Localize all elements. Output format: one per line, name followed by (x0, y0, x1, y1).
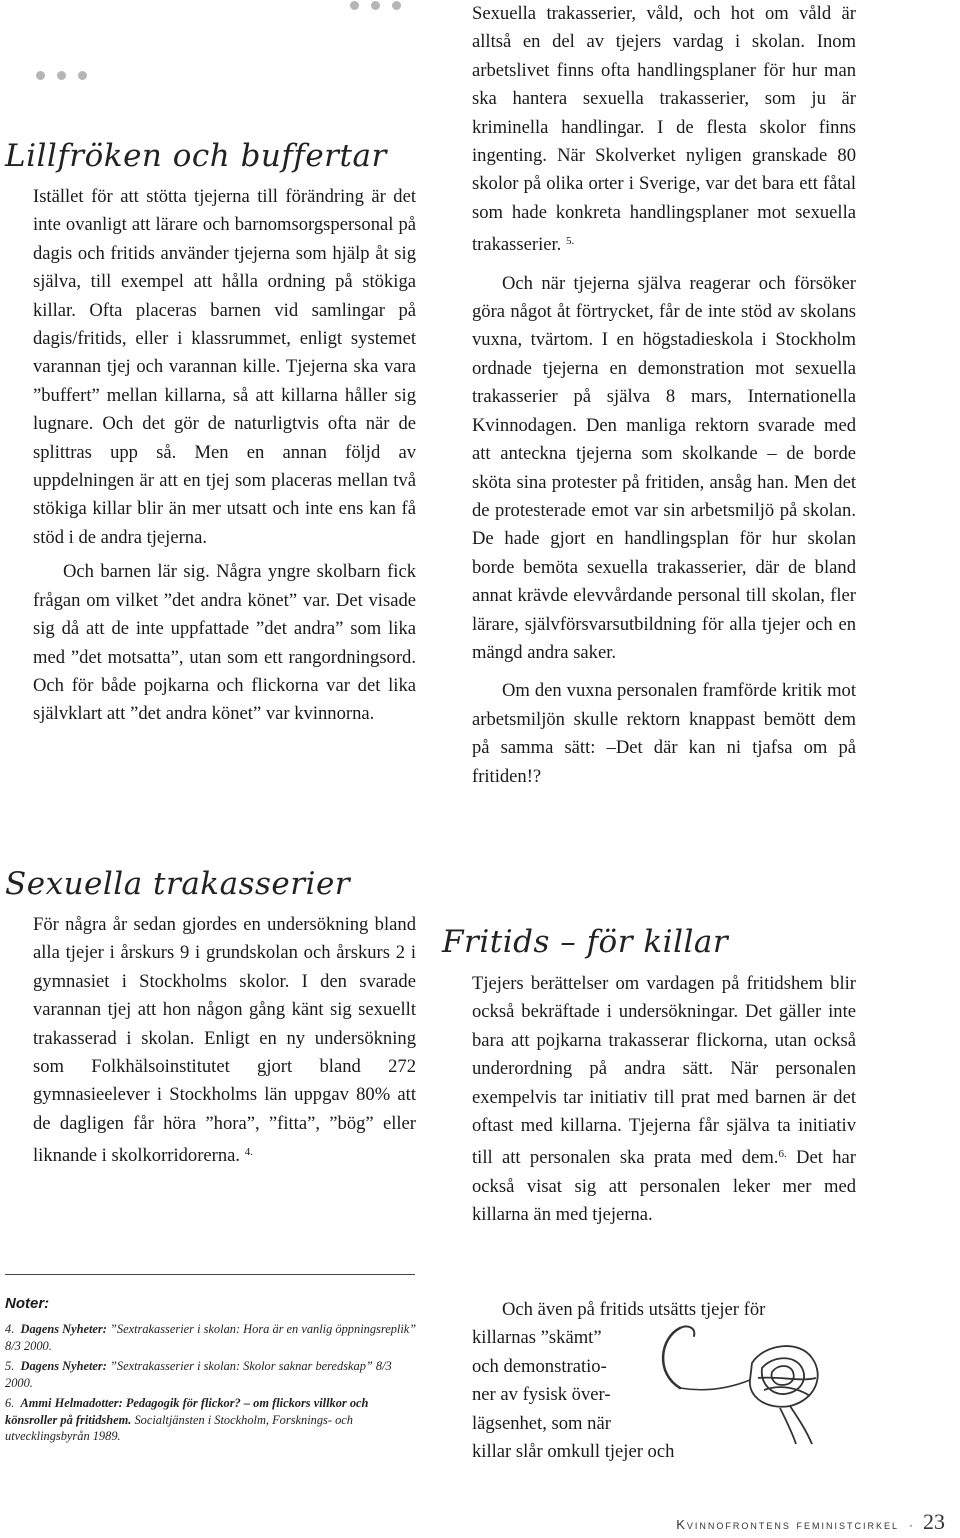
wrap-line: Och även på fritids utsätts tjejer för (502, 1299, 766, 1320)
note-text: ”Sextrakasserier i skolan: Hora är en vanlig öppningsreplik” 8/3 2000. (5, 1322, 417, 1353)
slingshot-illustration (640, 1318, 840, 1448)
paragraph: Och när tjejerna själva reagerar och försöker göra något åt förtrycket, får de inte stöd av skolans vuxna, tvärtom. I en högstadieskola i Stockholm ordnade tjejerna en demonstration mot sexuella trakasserier på själva 8 mars, Internationella Kvinnodagen. Den manliga rektorn svarade med att anteckna tjejerna som skolkande – de borde sköta sina protester på fritiden, ansåg han. Men det de protesterade emot var sin arbetsmiljö på skolan. De hade gjort en handlingsplan för hur skolan borde bemöta sexuella trakasserier, där de bland annat krävde elevvårdande personal till skolan, fler lärare, självförsvarsutbildning för alla tjejer och en mängd andra saker. (472, 272, 856, 663)
footer-separator: · (909, 1518, 913, 1532)
paragraph-text: Sexuella trakasserier, våld, och hot om våld är alltså en del av tjejers vardag i skolan. Inom arbetslivet finns ofta handlingsplaner för hur man ska hantera sexuella trakasserier, som ju är kriminella handlingar. I de flesta skolor finns ingenting. När Skolverket nyligen granskade 80 skolor på olika orter i Sverige, var det bara ett fåtal som hade konkreta handlingsplaner mot sexuella trakasserier. (472, 3, 856, 256)
wrap-line: lägsenhet, som när (472, 1412, 611, 1434)
footnote-ref: 5. (565, 235, 575, 248)
notes-list (5, 1321, 417, 1449)
wrap-line: ner av fysisk över- (472, 1384, 611, 1406)
paragraph (472, 0, 856, 260)
right-column-body (472, 0, 856, 791)
note-number: 5. (5, 1359, 15, 1373)
decorative-dots-left (36, 71, 87, 80)
paragraph-text: För några år sedan gjordes en undersökning bland alla tjejer i årskurs 9 i grundskolan och årskurs 2 i gymnasiet i Stockholms skolor. I den svarade varannan tjej att hon någon gång känt sig sexuellt trakasserad i skolan. Enligt en ny undersökning som Folkhälsoinstitutet gjort bland 272 gymnasieelever i Stockholms län uppgav 80% att de dagligen får höra ”hora”, ”fitta”, ”bög” eller liknande i skolkorridorerna. (33, 914, 416, 1167)
paragraph (472, 970, 856, 1230)
decorative-dots-top (350, 1, 401, 10)
heading-sexuella-trakasserier: Sexuella trakasserier (5, 866, 351, 902)
note-text: Socialtjänsten i Stockholm, Forsknings- och utvecklingsbyrån 1989. (5, 1412, 353, 1443)
paragraph-text: Tjejers berättelser om vardagen på fritidshem blir också bekräftade i undersökningar. Det gäller inte bara att pojkarna trakasserar flickorna, utan också underordning på andra sätt. När personalen exempelvis tar initiativ till prat med barnen är det oftast med killarna. Tjejerna får själva ta initiativ till att personalen ska prata med dem. (472, 973, 856, 1169)
note-4 (5, 1321, 417, 1354)
heading-fritids-for-killar: Fritids – för killar (442, 924, 729, 960)
note-number: 6. (5, 1396, 15, 1410)
paragraph (33, 911, 416, 1171)
wrap-line: och demonstratio- (472, 1355, 607, 1377)
notes-title: Noter: (5, 1295, 50, 1312)
footnote-ref: 4. (244, 1146, 253, 1159)
wrap-line: killarnas ”skämt” (472, 1327, 602, 1349)
heading-lillfroken: Lillfröken och buffertar (5, 138, 387, 174)
paragraph-text: Det har också visat sig att personalen leker mer med killarna än med tjejerna. (472, 1147, 856, 1226)
note-5 (5, 1358, 417, 1391)
footer-brand: Kvinnofrontens feministcirkel (676, 1517, 899, 1532)
paragraph: Och barnen lär sig. Några yngre skolbarn fick frågan om vilket ”det andra könet” var. Det visade sig då att de inte uppfattade ”det andra” som lika med ”det motsatta”, utan som ett rangordningsord. Och för både pojkarna och flickorna var det lika självklart att ”det andra könet” var kvinnorna. (33, 561, 416, 725)
note-text: ”Sextrakasserier i skolan: Skolor saknar beredskap” 8/3 2000. (5, 1359, 392, 1390)
note-source: Ammi Helmadotter: Pedagogik för flickor? – om flickors villkor och könsroller på fritidshem. (5, 1396, 369, 1427)
note-source: Dagens Nyheter: (20, 1359, 107, 1373)
paragraph: Om den vuxna personalen framförde kritik mot arbetsmiljön skulle rektorn knappast bemött dem på samma sätt: –Det där kan ni tjafsa om på fritiden!? (472, 680, 856, 787)
note-6 (5, 1395, 417, 1445)
page-footer (676, 1509, 945, 1535)
page-number: 23 (923, 1509, 945, 1534)
wrap-line: killar slår omkull tjejer och (472, 1441, 675, 1463)
note-number: 4. (5, 1322, 15, 1336)
section-trakasserier-body (33, 911, 416, 1171)
note-source: Dagens Nyheter: (20, 1322, 107, 1336)
notes-divider (5, 1274, 415, 1275)
footnote-ref: 6. (778, 1148, 787, 1161)
paragraph: Istället för att stötta tjejerna till förändring är det inte ovanligt att lärare och barnomsorgspersonal på dagis och fritids använder tjejerna som hjälp åt sig själva, till exempel att hålla ordning på stökiga killar. Ofta placeras barnen vid samlingar på dagis/fritids, eller i klassrummet, enligt systemet varannan tjej och varannan kille. Tjejerna ska vara ”buffert” mellan killarna, så att killarna håller sig lugnare. Och det gör de naturligtvis ofta när de splittras upp så. Men en annan följd av uppdelningen är att en tjej som placeras mellan två stökiga killar blir än mer utsatt och inte ens kan få stöd i de andra tjejerna. (33, 186, 416, 548)
section-lillfroken-body (33, 183, 416, 729)
section-fritids-body (472, 970, 856, 1230)
